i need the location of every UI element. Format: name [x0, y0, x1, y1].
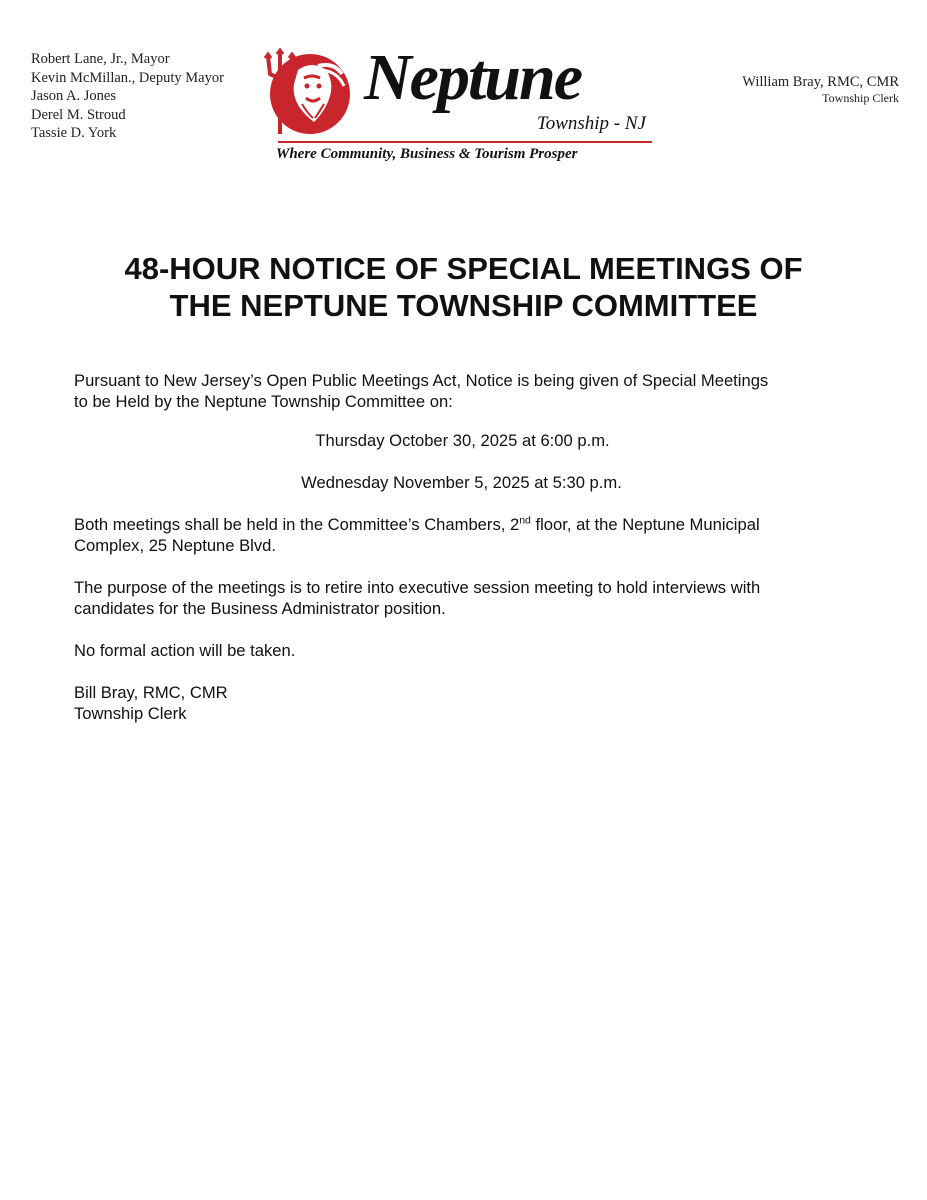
no-action-text: No formal action will be taken. [74, 641, 296, 660]
location-line: Complex, 25 Neptune Blvd. [74, 536, 277, 555]
intro-paragraph [74, 370, 864, 412]
logo-wordmark: Neptune [364, 41, 581, 114]
intro-line: to be Held by the Neptune Township Committee on: [74, 392, 453, 411]
logo-subtitle: Township - NJ [536, 113, 646, 134]
purpose-paragraph [74, 577, 864, 619]
meeting-date-1: Thursday October 30, 2025 at 6:00 p.m. [315, 431, 610, 450]
signature-name: Bill Bray, RMC, CMR [74, 683, 228, 702]
clerk-title: Township Clerk [822, 91, 899, 105]
neptune-trident-icon [260, 48, 356, 140]
township-logo [260, 41, 652, 168]
location-paragraph [74, 514, 864, 556]
no-action-statement [74, 640, 864, 661]
location-line [74, 514, 864, 535]
signature-block [74, 682, 864, 724]
clerk-name: William Bray, RMC, CMR [742, 74, 899, 90]
official-committee-member: Derel M. Stroud [31, 106, 126, 123]
logo-tagline: Where Community, Business & Tourism Prosper [276, 146, 578, 162]
official-committee-member: Tassie D. York [31, 125, 117, 141]
signature-title: Township Clerk [74, 704, 187, 723]
officials-list [31, 50, 224, 143]
meeting-date-2: Wednesday November 5, 2025 at 5:30 p.m. [301, 473, 622, 492]
title-line: THE NEPTUNE TOWNSHIP COMMITTEE [169, 288, 758, 323]
location-superscript: nd [519, 514, 531, 527]
intro-line: Pursuant to New Jersey’s Open Public Meetings Act, Notice is being given of Special Meetings [74, 371, 769, 390]
location-text: Both meetings shall be held in the Committee’s Chambers, 2 [74, 515, 520, 534]
page-title [0, 250, 927, 324]
location-text: floor, at the Neptune Municipal [530, 515, 760, 534]
purpose-line: candidates for the Business Administrator position. [74, 599, 446, 618]
purpose-line: The purpose of the meetings is to retire into executive session meeting to hold interviews with [74, 578, 761, 597]
official-committee-member: Jason A. Jones [31, 88, 116, 104]
official-deputy-mayor: Kevin McMillan., Deputy Mayor [31, 69, 224, 86]
logo-divider [278, 141, 652, 143]
official-mayor: Robert Lane, Jr., Mayor [31, 51, 170, 67]
clerk-block [742, 73, 899, 105]
title-line: 48-HOUR NOTICE OF SPECIAL MEETINGS OF [124, 251, 803, 286]
